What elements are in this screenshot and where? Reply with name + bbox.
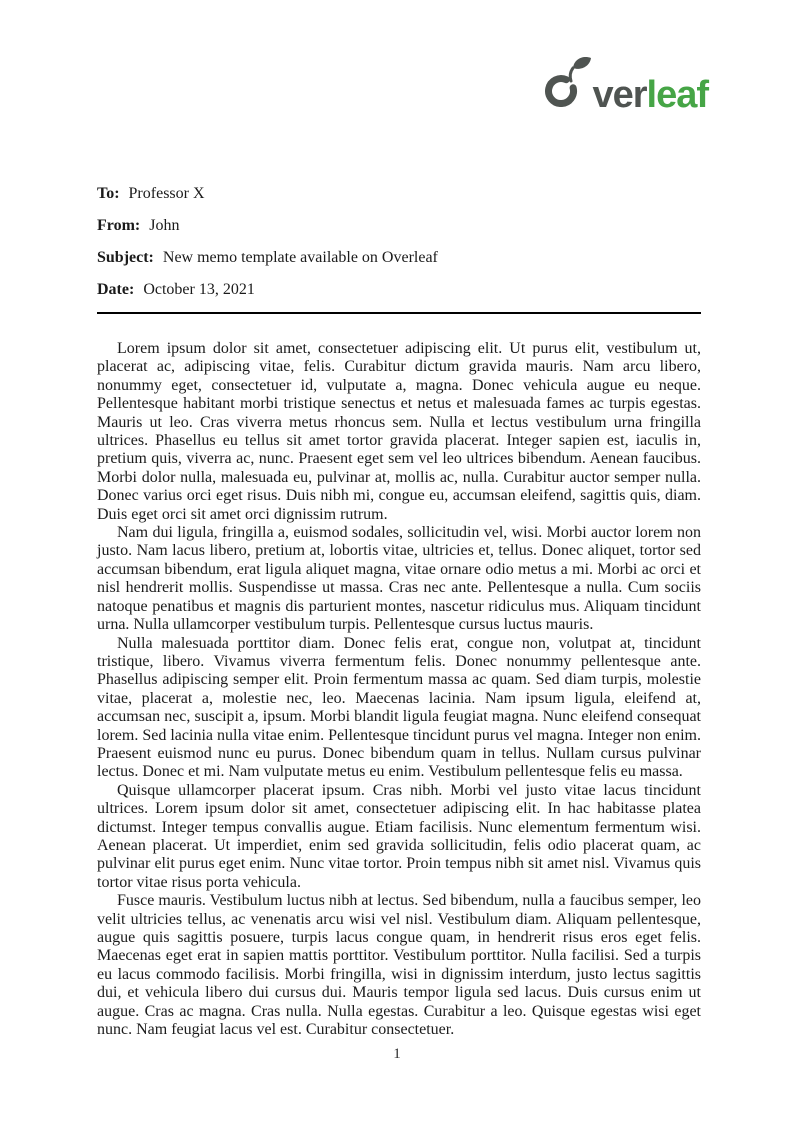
memo-field-subject-value: New memo template available on Overleaf: [162, 249, 438, 266]
memo-field-from-value: John: [149, 217, 180, 234]
memo-header: [97, 184, 701, 312]
memo-divider-rule: [97, 312, 701, 314]
page-number: 1: [393, 1046, 401, 1062]
memo-field-from-label: From:: [97, 217, 141, 234]
memo-field-date-label: Date:: [97, 281, 135, 298]
memo-field-from: [97, 216, 701, 236]
memo-body: [97, 340, 701, 1039]
memo-field-to: [97, 184, 701, 204]
memo-field-date: [97, 280, 701, 300]
body-paragraph-4: Quisque ullamcorper placerat ipsum. Cras nibh. Morbi vel justo vitae lacus tincidunt ultrices. Lorem ipsum dolor sit amet, consectetuer adipiscing elit. In hac habitasse platea dictumst. Integer tempus convallis augue. Etiam facilisis. Nunc elementum fermentum wisi. Aenean placerat. Ut imperdiet, enim sed gravida sollicitudin, felis odio placerat quam, ac pulvinar elit purus eget enim. Nunc vitae tortor. Proin tempus nibh sit amet nisl. Vivamus quis tortor vitae risus porta vehicula.: [97, 781, 701, 891]
memo-field-to-value: Professor X: [128, 185, 205, 202]
body-paragraph-3: Nulla malesuada porttitor diam. Donec felis erat, congue non, volutpat at, tincidunt tristique, libero. Vivamus viverra fermentum felis. Donec nonummy pellentesque ante. Phasellus adipiscing semper elit. Proin fermentum massa ac quam. Sed diam turpis, molestie vitae, placerat a, molestie nec, leo. Maecenas lacinia. Nam ipsum ligula, eleifend at, accumsan nec, suscipit a, ipsum. Morbi blandit ligula feugiat magna. Nunc eleifend consequat lorem. Sed lacinia nulla vitae enim. Pellentesque tincidunt purus vel magna. Integer non enim. Praesent euismod nunc eu purus. Donec bibendum quam in tellus. Nullam cursus pulvinar lectus. Donec et mi. Nam vulputate metus eu enim. Vestibulum pellentesque felis eu massa.: [97, 634, 701, 781]
memo-field-subject-label: Subject:: [97, 249, 154, 266]
logo-text-leaf: leaf: [646, 74, 708, 116]
overleaf-logo: [544, 55, 708, 114]
logo-text-over: ver: [592, 74, 647, 116]
overleaf-o-leaf-icon: [544, 55, 592, 107]
memo-field-subject: [97, 248, 701, 268]
memo-field-date-value: October 13, 2021: [143, 281, 255, 298]
memo-field-to-label: To:: [97, 185, 120, 202]
body-paragraph-2: Nam dui ligula, fringilla a, euismod sodales, sollicitudin vel, wisi. Morbi auctor lorem non justo. Nam lacus libero, pretium at, lobortis vitae, ultricies et, tellus. Donec aliquet, tortor sed accumsan bibendum, erat ligula aliquet magna, vitae ornare odio metus a mi. Morbi ac orci et nisl hendrerit mollis. Suspendisse ut massa. Cras nec ante. Pellentesque a nulla. Cum sociis natoque penatibus et magnis dis parturient montes, nascetur ridiculus mus. Aliquam tincidunt urna. Nulla ullamcorper vestibulum turpis. Pellentesque cursus luctus mauris.: [97, 524, 701, 634]
body-paragraph-1: Lorem ipsum dolor sit amet, consectetuer adipiscing elit. Ut purus elit, vestibulum ut, placerat ac, adipiscing vitae, felis. Curabitur dictum gravida mauris. Nam arcu libero, nonummy eget, consectetuer id, vulputate a, magna. Donec vehicula augue eu neque. Pellentesque habitant morbi tristique senectus et netus et malesuada fames ac turpis egestas. Mauris ut leo. Cras viverra metus rhoncus sem. Nulla et lectus vestibulum urna fringilla ultrices. Phasellus eu tellus sit amet tortor gravida placerat. Integer sapien est, iaculis in, pretium quis, viverra ac, nunc. Praesent eget sem vel leo ultrices bibendum. Aenean faucibus. Morbi dolor nulla, malesuada eu, pulvinar at, mollis ac, nulla. Curabitur auctor semper nulla. Donec varius orci eget risus. Duis nibh mi, congue eu, accumsan eleifend, sagittis quis, diam. Duis eget orci sit amet orci dignissim rutrum.: [97, 340, 701, 523]
body-paragraph-5: Fusce mauris. Vestibulum luctus nibh at lectus. Sed bibendum, nulla a faucibus semper, leo velit ultricies tellus, ac venenatis arcu wisi vel nisl. Vestibulum diam. Aliquam pellentesque, augue quis sagittis posuere, turpis lacus congue quam, in hendrerit risus eros eget felis. Maecenas eget erat in sapien mattis porttitor. Vestibulum porttitor. Nulla facilisi. Sed a turpis eu lacus commodo facilisis. Morbi fringilla, wisi in dignissim interdum, justo lectus sagittis dui, et vehicula libero dui cursus dui. Mauris tempor ligula sed lacus. Duis cursus enim ut augue. Cras ac magna. Cras nulla. Nulla egestas. Curabitur a leo. Quisque egestas wisi eget nunc. Nam feugiat lacus vel est. Curabitur consectetuer.: [97, 892, 701, 1039]
